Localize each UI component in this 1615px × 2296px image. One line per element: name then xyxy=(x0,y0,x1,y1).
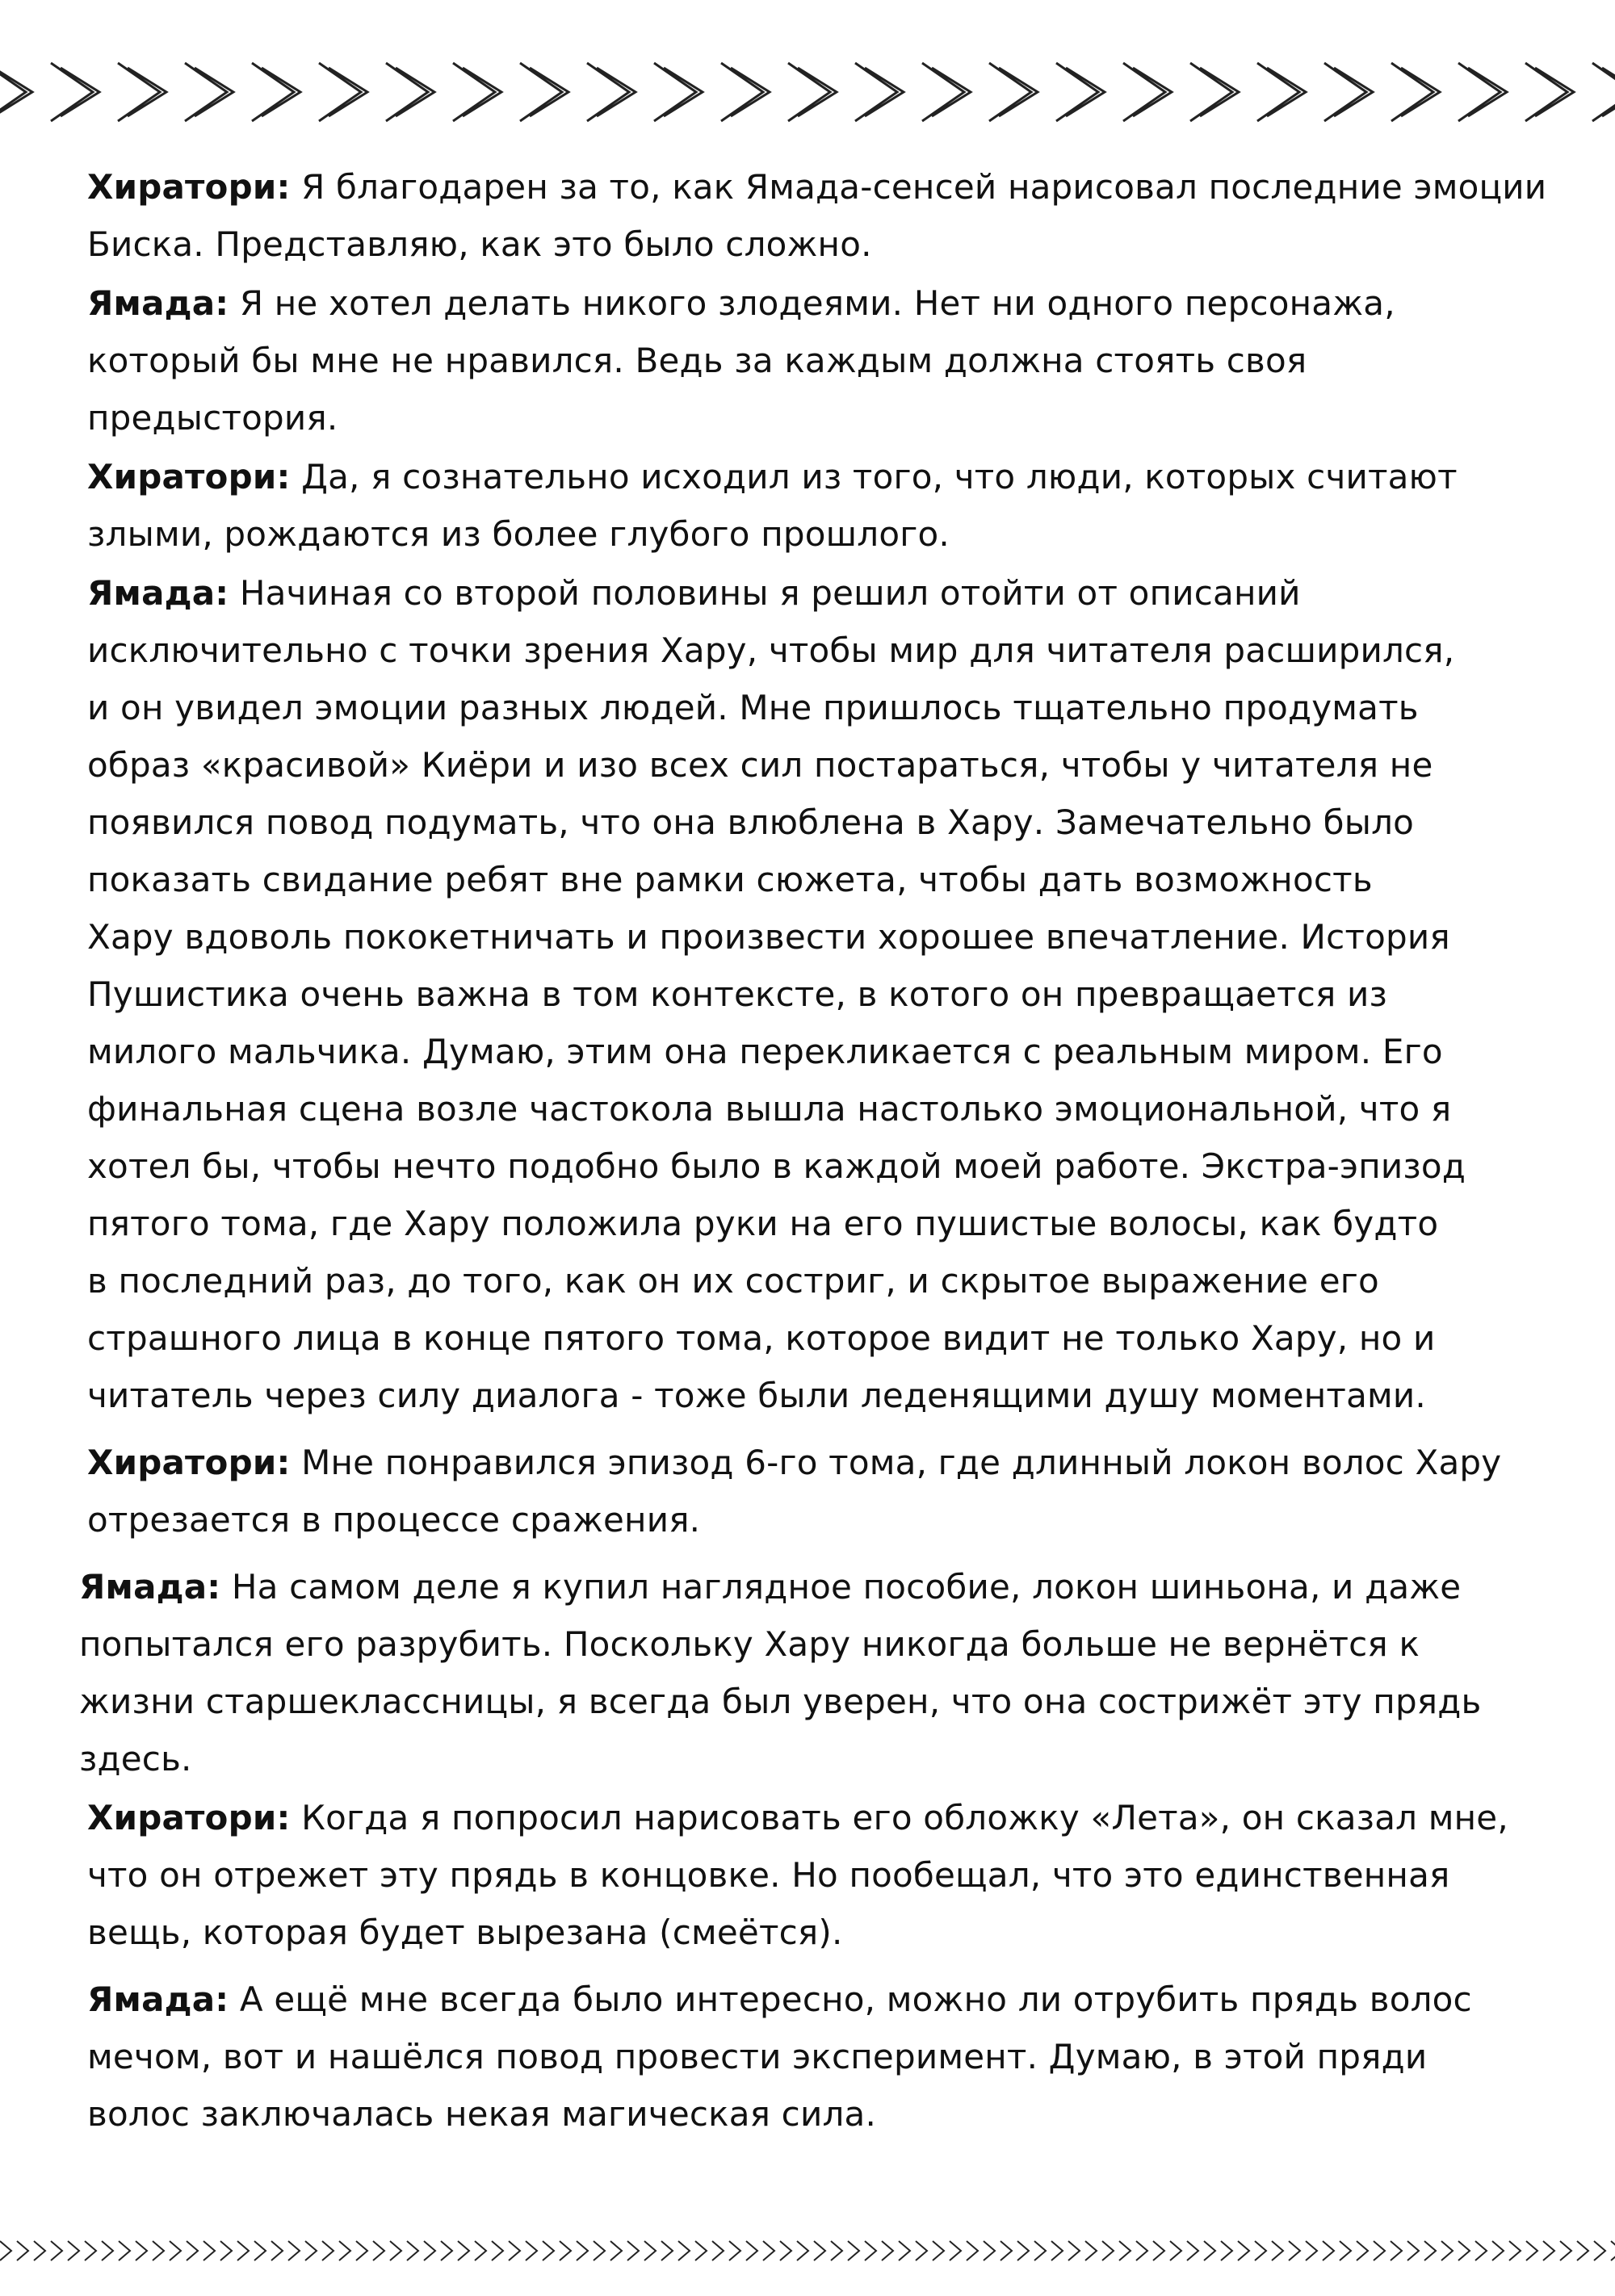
chevron-mark xyxy=(118,63,166,121)
paragraph-text: Мне понравился эпизод 6-го тома, где длинный локон волос Хару отрезается в процессе сражения. xyxy=(87,1443,1502,1540)
chevron-mark xyxy=(68,2241,79,2260)
chevron-mark xyxy=(610,2241,622,2260)
chevron-mark xyxy=(1324,63,1373,121)
chevron-mark xyxy=(1068,2241,1080,2260)
chevron-mark xyxy=(780,2241,791,2260)
chevron-mark xyxy=(339,2241,350,2260)
chevron-mark xyxy=(1424,2241,1436,2260)
chevron-mark xyxy=(1136,2241,1147,2260)
chevron-mark xyxy=(220,2241,232,2260)
chevron-mark xyxy=(322,2241,333,2260)
chevron-mark xyxy=(984,2241,995,2260)
chevron-mark xyxy=(1056,63,1105,121)
paragraph-text: Когда я попросил нарисовать его обложку «Лета», он сказал мне, что он отрежет эту прядь в концовке. Но пообещал, что это единственная вещь, которая будет вырезана (смеётся). xyxy=(87,1798,1508,1952)
chevron-mark xyxy=(170,2241,181,2260)
paragraph-2 xyxy=(87,274,1581,446)
chevron-mark xyxy=(1340,2241,1351,2260)
chevron-mark xyxy=(1000,2241,1012,2260)
chevron-mark xyxy=(721,63,770,121)
chevron-mark xyxy=(587,63,636,121)
chevron-mark xyxy=(373,2241,384,2260)
chevron-mark xyxy=(475,2241,486,2260)
chevron-mark xyxy=(319,63,367,121)
chevron-mark xyxy=(922,63,971,121)
chevron-mark xyxy=(187,2241,198,2260)
speaker-label: Хиратори: xyxy=(87,1798,291,1837)
chevron-mark xyxy=(458,2241,469,2260)
chevron-mark xyxy=(1102,2241,1114,2260)
chevron-mark xyxy=(1391,63,1440,121)
chevron-mark xyxy=(1190,63,1239,121)
chevron-mark xyxy=(136,2241,147,2260)
chevron-mark xyxy=(950,2241,961,2260)
paragraph-4 xyxy=(87,564,1581,1424)
chevron-mark xyxy=(855,63,904,121)
chevron-mark xyxy=(1017,2241,1029,2260)
paragraph-6 xyxy=(79,1558,1581,1787)
chevron-mark xyxy=(1594,2241,1605,2260)
speaker-label: Хиратори: xyxy=(87,1443,291,1482)
chevron-mark xyxy=(1441,2241,1453,2260)
chevron-mark xyxy=(17,2241,28,2260)
chevron-mark xyxy=(509,2241,520,2260)
chevron-mark xyxy=(526,2241,537,2260)
chevron-mark xyxy=(424,2241,435,2260)
interview-text xyxy=(79,158,1581,2144)
paragraph-8 xyxy=(87,1971,1581,2143)
chevron-mark xyxy=(1407,2241,1419,2260)
chevron-mark xyxy=(1526,2241,1537,2260)
chevron-mark xyxy=(102,2241,113,2260)
paragraph-3 xyxy=(87,448,1581,563)
chevron-mark xyxy=(407,2241,418,2260)
chevron-mark xyxy=(1119,2241,1130,2260)
chevron-mark xyxy=(848,2241,859,2260)
speaker-label: Ямада: xyxy=(87,573,229,613)
chevron-mark xyxy=(237,2241,249,2260)
chevron-mark xyxy=(1374,2241,1385,2260)
chevron-mark xyxy=(1475,2241,1487,2260)
chevron-mark xyxy=(85,2241,96,2260)
chevron-mark xyxy=(1543,2241,1554,2260)
chevron-mark xyxy=(1509,2241,1521,2260)
chevron-mark xyxy=(1289,2241,1300,2260)
chevron-mark xyxy=(1577,2241,1588,2260)
chevron-mark xyxy=(654,63,703,121)
paragraph-1 xyxy=(87,158,1581,273)
chevron-mark xyxy=(577,2241,588,2260)
chevron-mark xyxy=(989,63,1038,121)
chevron-mark xyxy=(1357,2241,1368,2260)
paragraph-text: Начиная со второй половины я решил отойти от описаний исключительно с точки зрения Хару, чтобы мир для читателя расширился, и он увидел эмоции разных людей. Мне пришлось тщательно продумать образ «красивой» Киёри и изо всех сил постараться, чтобы у читателя не появился повод подумать, что она влюблена в Хару. Замечательно было показать свидание ребят вне рамки сюжета, чтобы дать возможность Хару вдоволь пококетничать и произвести хорошее впечатление. История Пушистика очень важна в том контексте, в котого он превращается из милого мальчика. Думаю, этим она перекликается с реальным миром. Его финальная сцена возле частокола вышла настолько эмоциональной, что я хотел бы, чтобы нечто подобно было в каждой моей работе. Экстра-эпизод пятого тома, где Хару положила руки на его пушистые волосы, как будто в последний раз, до того, как он их состриг, и скрытое выражение его страшного лица в конце пятого тома, которое видит не только Хару, но и читатель через силу диалога - тоже были леденящими душу моментами. xyxy=(87,573,1466,1415)
chevron-mark xyxy=(1085,2241,1097,2260)
chevron-mark xyxy=(1492,2241,1504,2260)
chevron-mark xyxy=(627,2241,639,2260)
chevron-mark xyxy=(1391,2241,1402,2260)
speaker-label: Хиратори: xyxy=(87,457,291,496)
chevron-mark xyxy=(712,2241,724,2260)
speaker-label: Ямада: xyxy=(87,283,229,323)
chevron-mark xyxy=(1560,2241,1571,2260)
chevron-mark xyxy=(1034,2241,1046,2260)
chevron-mark xyxy=(1458,2241,1470,2260)
chevron-mark xyxy=(865,2241,876,2260)
chevron-mark xyxy=(441,2241,452,2260)
paragraph-text: На самом деле я купил наглядное пособие, локон шиньона, и даже попытался его разрубить. Поскольку Хару никогда больше не вернётся к жизни старшеклассницы, я всегда был уверен, что она сострижёт эту прядь здесь. xyxy=(79,1567,1482,1779)
chevron-mark xyxy=(386,63,434,121)
chevron-mark xyxy=(1051,2241,1063,2260)
chevron-mark xyxy=(560,2241,571,2260)
chevron-mark xyxy=(644,2241,656,2260)
chevron-mark xyxy=(788,63,837,121)
chevron-mark xyxy=(814,2241,825,2260)
chevron-mark xyxy=(594,2241,605,2260)
speaker-label: Хиратори: xyxy=(87,167,291,207)
chevron-mark xyxy=(831,2241,842,2260)
paragraph-text: Да, я сознательно исходил из того, что люди, которых считают злыми, рождаются из более глубого прошлого. xyxy=(87,457,1458,554)
chevron-mark xyxy=(1323,2241,1334,2260)
chevron-mark xyxy=(153,2241,164,2260)
chevron-mark xyxy=(882,2241,893,2260)
chevron-mark xyxy=(695,2241,707,2260)
paragraph-7 xyxy=(87,1789,1581,1961)
chevron-mark xyxy=(1204,2241,1215,2260)
paragraph-text: Я благодарен за то, как Ямада-сенсей нарисовал последние эмоции Биска. Представляю, как это было сложно. xyxy=(87,167,1547,264)
chevron-mark xyxy=(933,2241,944,2260)
chevron-mark xyxy=(763,2241,774,2260)
chevron-mark xyxy=(1272,2241,1283,2260)
chevron-mark xyxy=(1187,2241,1198,2260)
chevron-mark xyxy=(678,2241,690,2260)
chevron-mark xyxy=(34,2241,45,2260)
chevron-mark xyxy=(119,2241,130,2260)
chevron-mark xyxy=(1611,2241,1615,2260)
chevron-mark xyxy=(185,63,233,121)
chevron-mark xyxy=(1170,2241,1181,2260)
chevron-mark xyxy=(252,63,300,121)
chevron-mark xyxy=(1458,63,1507,121)
chevron-mark xyxy=(288,2241,300,2260)
chevron-mark xyxy=(1525,63,1574,121)
chevron-mark xyxy=(520,63,568,121)
chevron-mark xyxy=(1592,63,1615,121)
speaker-label: Ямада: xyxy=(87,1980,229,2019)
chevron-mark xyxy=(1221,2241,1232,2260)
speaker-label: Ямада: xyxy=(79,1567,221,1607)
chevron-mark xyxy=(203,2241,215,2260)
chevron-mark xyxy=(390,2241,401,2260)
chevron-mark xyxy=(1238,2241,1249,2260)
chevron-mark xyxy=(1123,63,1172,121)
chevron-mark xyxy=(305,2241,317,2260)
chevron-mark xyxy=(0,63,32,121)
chevron-mark xyxy=(0,2241,11,2260)
chevron-mark xyxy=(492,2241,503,2260)
chevron-mark xyxy=(797,2241,808,2260)
chevron-mark xyxy=(1255,2241,1266,2260)
chevron-mark xyxy=(746,2241,757,2260)
top-chevron-border xyxy=(0,48,1615,145)
paragraph-text: А ещё мне всегда было интересно, можно ли отрубить прядь волос мечом, вот и нашёлся повод провести эксперимент. Думаю, в этой пряди волос заключалась некая магическая сила. xyxy=(87,1980,1472,2134)
chevron-mark xyxy=(916,2241,927,2260)
chevron-mark xyxy=(729,2241,740,2260)
chevron-mark xyxy=(661,2241,673,2260)
chevron-mark xyxy=(51,63,99,121)
chevron-mark xyxy=(254,2241,266,2260)
chevron-mark xyxy=(543,2241,554,2260)
chevron-mark xyxy=(51,2241,62,2260)
paragraph-text: Я не хотел делать никого злодеями. Нет ни одного персонажа, который бы мне не нравился. Ведь за каждым должна стоять своя предыстория. xyxy=(87,283,1395,438)
chevron-mark xyxy=(899,2241,910,2260)
chevron-mark xyxy=(271,2241,283,2260)
chevron-mark xyxy=(453,63,501,121)
chevron-mark xyxy=(1257,63,1306,121)
bottom-chevron-border xyxy=(0,2235,1615,2267)
chevron-mark xyxy=(1306,2241,1317,2260)
chevron-mark xyxy=(1153,2241,1164,2260)
chevron-mark xyxy=(356,2241,367,2260)
chevron-mark xyxy=(967,2241,978,2260)
paragraph-5 xyxy=(87,1434,1581,1548)
